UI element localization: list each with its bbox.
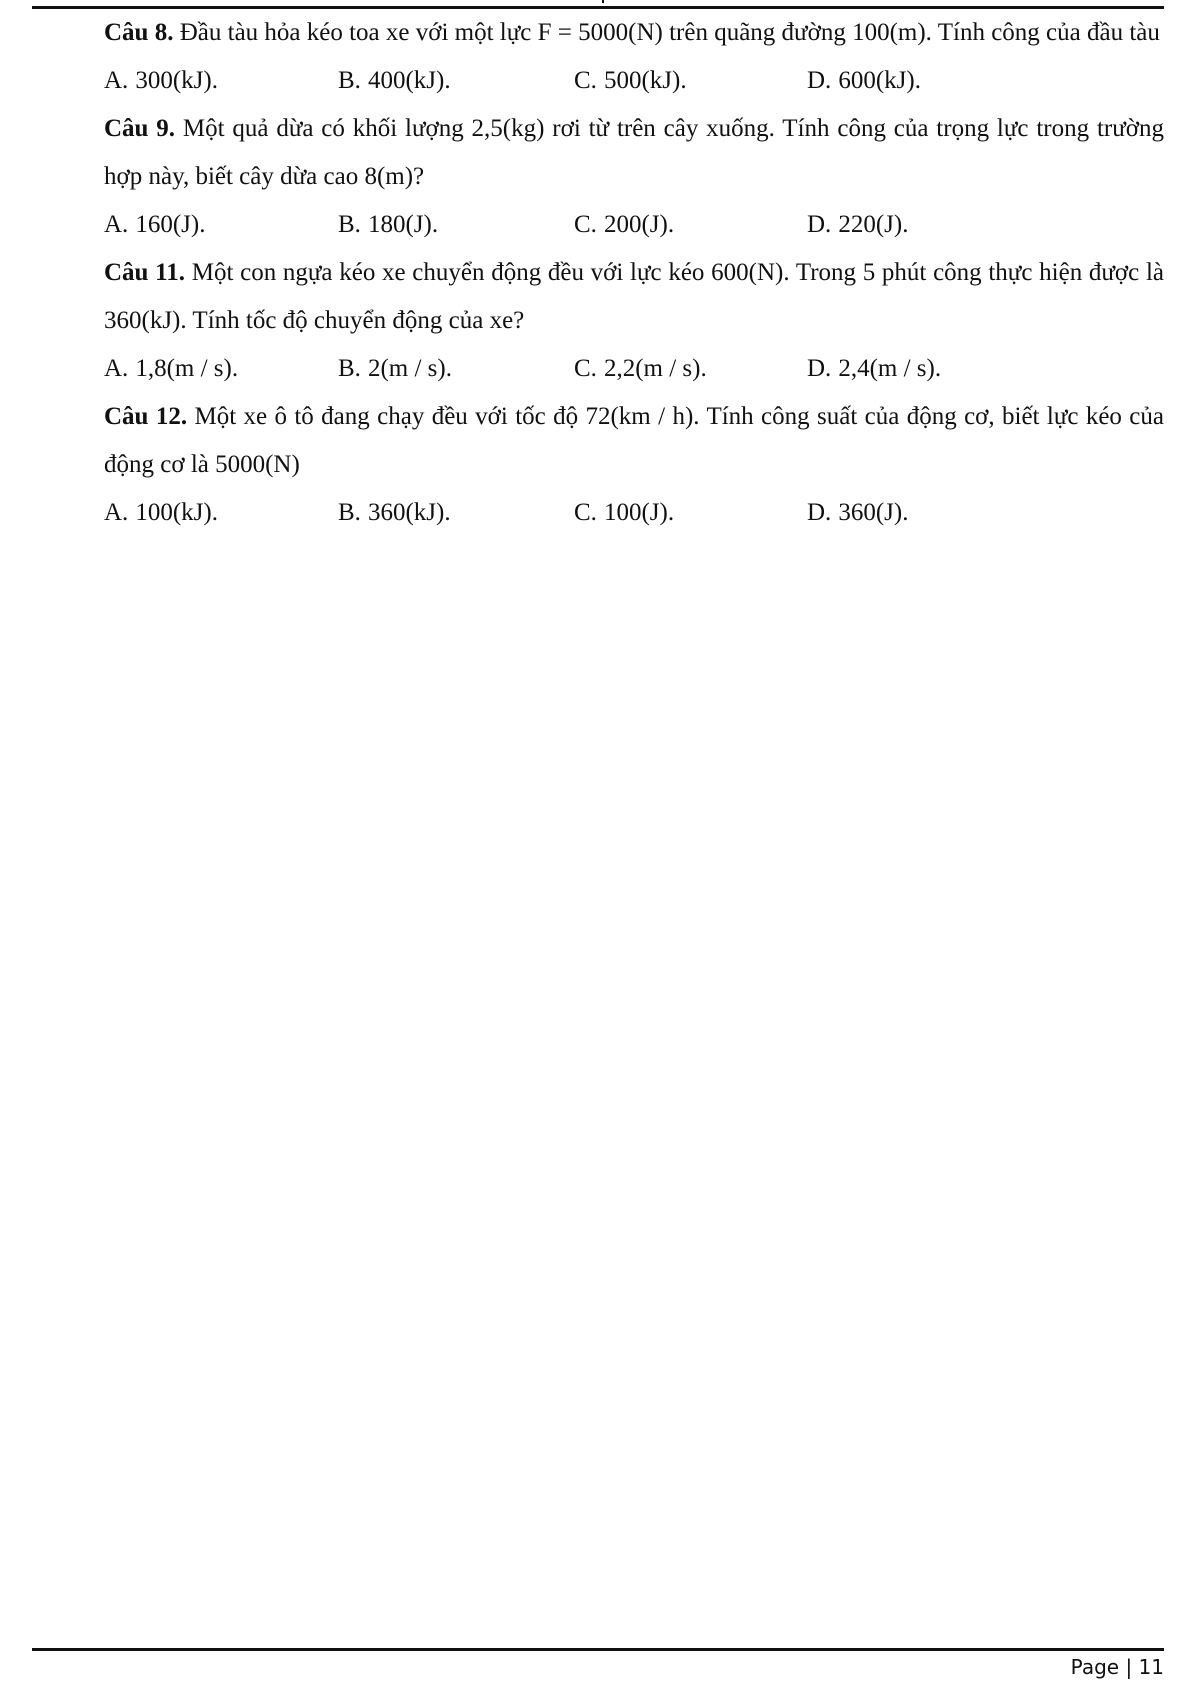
question-text	[104, 105, 1164, 201]
choice-value: 360(J).	[838, 499, 909, 526]
choice-value: 2,4(m / s).	[838, 355, 942, 382]
choice-d[interactable]	[807, 345, 941, 393]
choice-d[interactable]	[807, 57, 921, 105]
answer-choices	[104, 57, 1164, 105]
question-body: Đầu tàu hỏa kéo toa xe với một lực F = 5000(N) trên quãng đường 100(m). Tính công của đầu tàu	[173, 19, 1160, 46]
choice-value: 2(m / s).	[367, 355, 452, 382]
question-label: Câu 8.	[104, 19, 174, 46]
choice-value: 200(J).	[603, 211, 675, 238]
choice-b[interactable]	[338, 489, 451, 537]
choice-d[interactable]	[807, 201, 908, 249]
question-8	[104, 9, 1164, 105]
choice-c[interactable]	[574, 57, 687, 105]
choice-c[interactable]	[574, 345, 707, 393]
choice-value: 100(J).	[603, 499, 675, 526]
question-label: Câu 11.	[104, 259, 186, 286]
choice-letter: B.	[338, 67, 361, 94]
choice-letter: C.	[574, 499, 597, 526]
choice-letter: B.	[338, 499, 361, 526]
choice-value: 400(kJ).	[367, 67, 451, 94]
choice-a[interactable]	[104, 489, 218, 537]
question-body: Một con ngựa kéo xe chuyển động đều với lực kéo 600(N). Trong 5 phút công thực hiện được là 360(kJ). Tính tốc độ chuyển động của xe?	[104, 259, 1164, 334]
choice-value: 220(J).	[838, 211, 909, 238]
choice-letter: D.	[807, 67, 832, 94]
question-label: Câu 9.	[104, 115, 176, 142]
choice-value: 600(kJ).	[838, 67, 921, 94]
choice-letter: C.	[574, 211, 597, 238]
question-list	[104, 9, 1164, 537]
answer-choices	[104, 345, 1164, 393]
top-mark	[602, 0, 604, 3]
choice-letter: A.	[104, 499, 129, 526]
question-12	[104, 393, 1164, 537]
choice-letter: A.	[104, 67, 129, 94]
question-text	[104, 9, 1164, 57]
choice-letter: A.	[104, 211, 129, 238]
choice-b[interactable]	[338, 57, 451, 105]
choice-value: 160(J).	[135, 211, 206, 238]
choice-value: 100(kJ).	[135, 499, 218, 526]
choice-letter: D.	[807, 355, 832, 382]
choice-a[interactable]	[104, 57, 218, 105]
choice-c[interactable]	[574, 201, 674, 249]
choice-a[interactable]	[104, 201, 205, 249]
question-label: Câu 12.	[104, 403, 188, 430]
question-body: Một xe ô tô đang chạy đều với tốc độ 72(km / h). Tính công suất của động cơ, biết lực kéo của động cơ là 5000(N)	[104, 403, 1164, 478]
choice-b[interactable]	[338, 345, 452, 393]
choice-letter: C.	[574, 355, 597, 382]
question-9	[104, 105, 1164, 249]
choice-value: 2,2(m / s).	[603, 355, 707, 382]
footer-divider	[32, 1648, 1164, 1651]
choice-value: 180(J).	[367, 211, 439, 238]
choice-a[interactable]	[104, 345, 238, 393]
choice-letter: C.	[574, 67, 597, 94]
choice-d[interactable]	[807, 489, 908, 537]
choice-letter: B.	[338, 355, 361, 382]
choice-b[interactable]	[338, 201, 438, 249]
choice-value: 1,8(m / s).	[135, 355, 239, 382]
choice-letter: B.	[338, 211, 361, 238]
choice-letter: A.	[104, 355, 129, 382]
choice-value: 500(kJ).	[603, 67, 687, 94]
choice-value: 360(kJ).	[367, 499, 451, 526]
answer-choices	[104, 489, 1164, 537]
question-text	[104, 393, 1164, 489]
answer-choices	[104, 201, 1164, 249]
page-number: Page | 11	[1070, 1655, 1164, 1679]
choice-letter: D.	[807, 499, 832, 526]
question-text	[104, 249, 1164, 345]
choice-c[interactable]	[574, 489, 674, 537]
question-11	[104, 249, 1164, 393]
question-body: Một quả dừa có khối lượng 2,5(kg) rơi từ trên cây xuống. Tính công của trọng lực trong trường hợp này, biết cây dừa cao 8(m)?	[104, 115, 1164, 190]
choice-value: 300(kJ).	[135, 67, 218, 94]
choice-letter: D.	[807, 211, 832, 238]
